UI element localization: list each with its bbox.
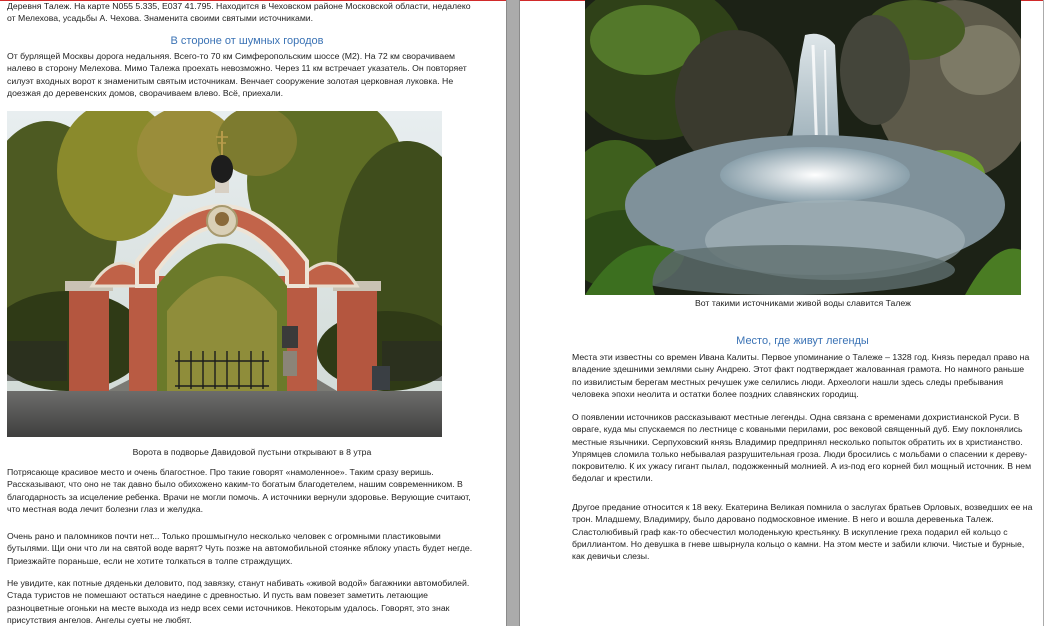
orlov-paragraph: Другое предание относится к 18 веку. Екатерина Великая помнила о заслугах братьев Орловых, возведших ее на трон. Младшему, Владимиру, было даровано подмосковное имение. В него и вошла деревенька Талеж. Сластолюбивый граф как-то обесчестил молоденькую крестьянку. В искупление греха подарил ей кольцо с бриллиантом. Но девушка в гневе швырнула кольцо о камни. На этом месте и забили ключи. Чистые и бурные, как девичьи слезы. xyxy=(572,502,1033,562)
left-page xyxy=(0,0,506,626)
history-paragraph: Места эти известны со времен Ивана Калиты. Первое упоминание о Талеже – 1328 год. Князь передал право на владение здешними землями сыну Андрею. Этот факт подтверждает жалованная грамота. Но намного раньше по извилистым берегам местных речушек уже селились люди. Археологи нашли здесь следы пребывания человека эпохи неолита и остатки более поздних славянских городищ. xyxy=(572,352,1030,399)
waterfall-photo-caption: Вот такими источниками живой воды славится Талеж xyxy=(695,298,911,308)
place-paragraph: Потрясающе красивое место и очень благостное. Про такие говорят «намоленное». Таким сразу веришь. Рассказывают, что оно не так давно было обихожено каким-то богатым благодетелем, нашим современником. В благодарность за исцеление ребенка. Врачи не могли помочь. А источники вернули здоровье. Верующие считают, что местная вода лечит болезни глаз и желудка. xyxy=(7,467,471,514)
pilgrims-paragraph: Очень рано и паломников почти нет... Только прошмыгнуло несколько человек с огромными пластиковыми бутылями. Щи они что ли на святой воде варят? Чуть позже на автомобильной стоянке яблоку упасть будет негде. Приезжайте пораньше, если не хотите толкаться в толпе страждущих. xyxy=(7,531,473,566)
gate-photo xyxy=(7,111,442,437)
page-edge-left xyxy=(506,0,507,626)
gate-photo-caption: Ворота в подворье Давидовой пустыни открывают в 8 утра xyxy=(132,447,372,457)
right-page xyxy=(520,0,1043,626)
heading-away-from-cities: В стороне от шумных городов xyxy=(170,35,324,47)
legends-paragraph: О появлении источников рассказывают местные легенды. Одна связана с временами дохристианской Руси. В овраге, куда мы спускаемся по лестнице с коваными перилами, рос вековой священный дуб. Ему поклонялись местные язычники. Серпуховский князь Владимир предпринял несколько попыток обратить их в христианство. Упрямцев сломила только небывалая разрушительная гроза. Люди бросились с мольбами о спасении к дереву-покровителю. К их ужасу гигант пылал, подожженный молнией. А из-под его корней бил мощный источник. В нем бедолаг и крестили. xyxy=(572,412,1032,484)
waterfall-photo xyxy=(585,0,1021,295)
intro-paragraph: Деревня Талеж. На карте N055 5.335, E037 41.795. Находится в Чеховском районе Московской области, недалеко от Мелехова, усадьбы А. Чехова. Знаменита своими святыми источниками. xyxy=(7,1,471,24)
heading-legends-place: Место, где живут легенды xyxy=(736,335,869,347)
trunks-paragraph: Не увидите, как потные дяденьки деловито, под завязку, станут набивать «живой водой» багажники автомобилей. Стада туристов не помешают остаться наедине с древностью. И пусть вам повезет заметить летающие разноцветные огоньки на месте выхода из недр всех семи источников. Некоторым удалось. Говорят, это знак присутствия ангелов. Ангелы суеты не любят. xyxy=(7,578,470,625)
directions-paragraph: От бурлящей Москвы дорога недальняя. Всего-то 70 км Симферопольским шоссе (М2). На 72 км сворачиваем налево в сторону Мелехова. Мимо Талежа проехать невозможно. Через 11 км встречает указатель. Он повторяет силуэт входных ворот к знаменитым святым источникам. Венчает сооружение золотая церковная луковка. Не доезжая до деревенских домов, сворачиваем влево. Всё, приехали. xyxy=(7,51,467,98)
